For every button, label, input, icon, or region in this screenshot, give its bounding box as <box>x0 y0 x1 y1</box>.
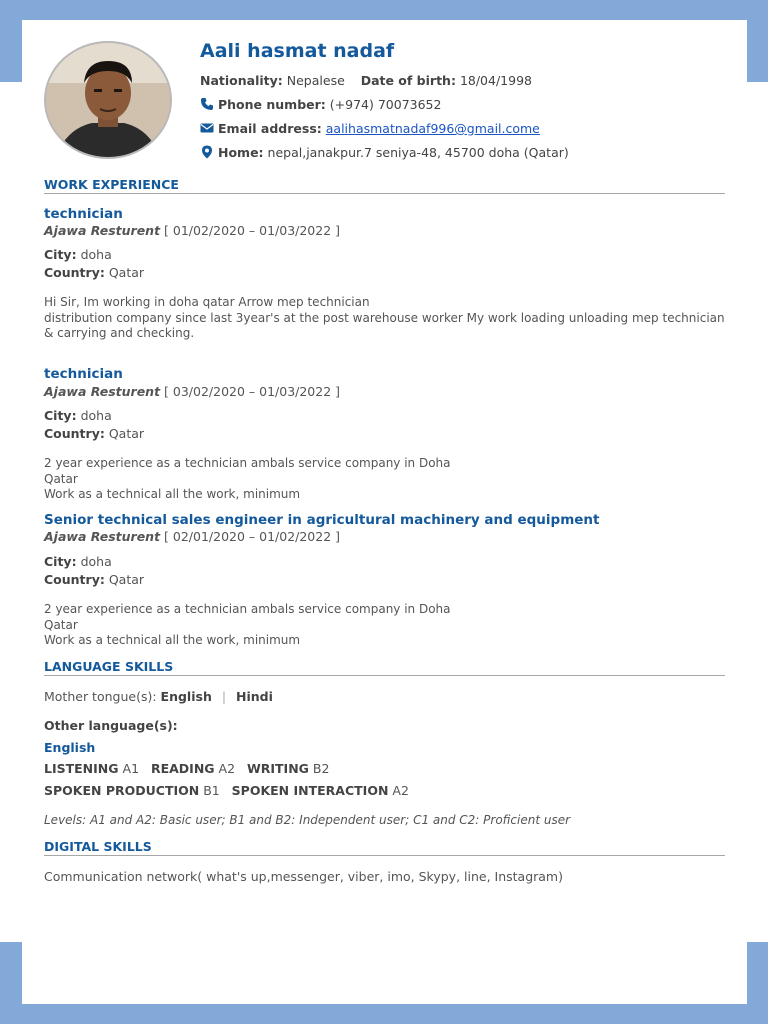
job-country: Country: Qatar <box>44 265 145 280</box>
job-description: Hi Sir, Im working in doha qatar Arrow mep technician distribution company since last 3year's at the post warehouse worker My work loading unloading mep technician & carrying and checking. <box>44 295 725 340</box>
home-line <box>200 145 569 160</box>
job-city: City: doha <box>44 408 112 423</box>
job-country: Country: Qatar <box>44 572 145 587</box>
home-value: nepal,janakpur.7 seniya-48, 45700 doha (Qatar) <box>267 145 569 160</box>
phone-value: (+974) 70073652 <box>329 97 442 112</box>
job-city: City: doha <box>44 247 112 262</box>
dob-value: 18/04/1998 <box>459 73 532 88</box>
location-pin-icon <box>200 145 214 159</box>
job-employer <box>44 384 340 399</box>
levels-legend: Levels: A1 and A2: Basic user; B1 and B2: Independent user; C1 and C2: Proficient user <box>44 813 571 827</box>
employer-name: Ajawa Resturent <box>44 223 161 238</box>
phone-line <box>200 97 441 112</box>
job-dates: [ 01/02/2020 – 01/03/2022 ] <box>164 223 341 238</box>
email-label: Email address: <box>218 121 322 136</box>
other-language-name: English <box>44 740 96 755</box>
section-language-skills: LANGUAGE SKILLS <box>44 659 725 676</box>
job-description: 2 year experience as a technician ambals service company in Doha Qatar Work as a technical all the work, minimum <box>44 602 451 647</box>
mother-tongue-1: English <box>160 689 212 704</box>
phone-icon <box>200 97 214 111</box>
email-link[interactable]: aalihasmatnadaf996@gmail.come <box>325 121 540 136</box>
job-city: City: doha <box>44 554 112 569</box>
profile-photo <box>44 41 172 159</box>
job-title: technician <box>44 206 123 222</box>
phone-label: Phone number: <box>218 97 326 112</box>
job-title: technician <box>44 366 123 382</box>
language-levels-row-1: LISTENING A1 READING A2 WRITING B2 <box>44 761 330 776</box>
job-employer <box>44 223 340 238</box>
home-label: Home: <box>218 145 264 160</box>
job-country: Country: Qatar <box>44 426 145 441</box>
section-digital-skills: DIGITAL SKILLS <box>44 839 725 856</box>
other-languages-label: Other language(s): <box>44 718 178 733</box>
employer-name: Ajawa Resturent <box>44 384 161 399</box>
dob-label: Date of birth: <box>360 73 456 88</box>
nationality-value: Nepalese <box>286 73 345 88</box>
job-description: 2 year experience as a technician ambals service company in Doha Qatar Work as a technical all the work, minimum <box>44 456 451 501</box>
language-levels-row-2: SPOKEN PRODUCTION B1 SPOKEN INTERACTION A2 <box>44 783 409 798</box>
job-title: Senior technical sales engineer in agricultural machinery and equipment <box>44 512 600 528</box>
mother-tongue-2: Hindi <box>236 689 273 704</box>
email-line <box>200 121 540 136</box>
nationality-label: Nationality: <box>200 73 283 88</box>
mother-tongues: Mother tongue(s): English | Hindi <box>44 689 273 704</box>
nationality-line <box>200 73 532 88</box>
job-dates: [ 03/02/2020 – 01/03/2022 ] <box>164 384 341 399</box>
job-dates: [ 02/01/2020 – 01/02/2022 ] <box>164 529 341 544</box>
employer-name: Ajawa Resturent <box>44 529 161 544</box>
envelope-icon <box>200 121 214 135</box>
job-employer <box>44 529 340 544</box>
section-work-experience: WORK EXPERIENCE <box>44 177 725 194</box>
digital-skills-text: Communication network( what's up,messenger, viber, imo, Skypy, line, Instagram) <box>44 869 563 884</box>
candidate-name: Aali hasmat nadaf <box>200 40 395 62</box>
